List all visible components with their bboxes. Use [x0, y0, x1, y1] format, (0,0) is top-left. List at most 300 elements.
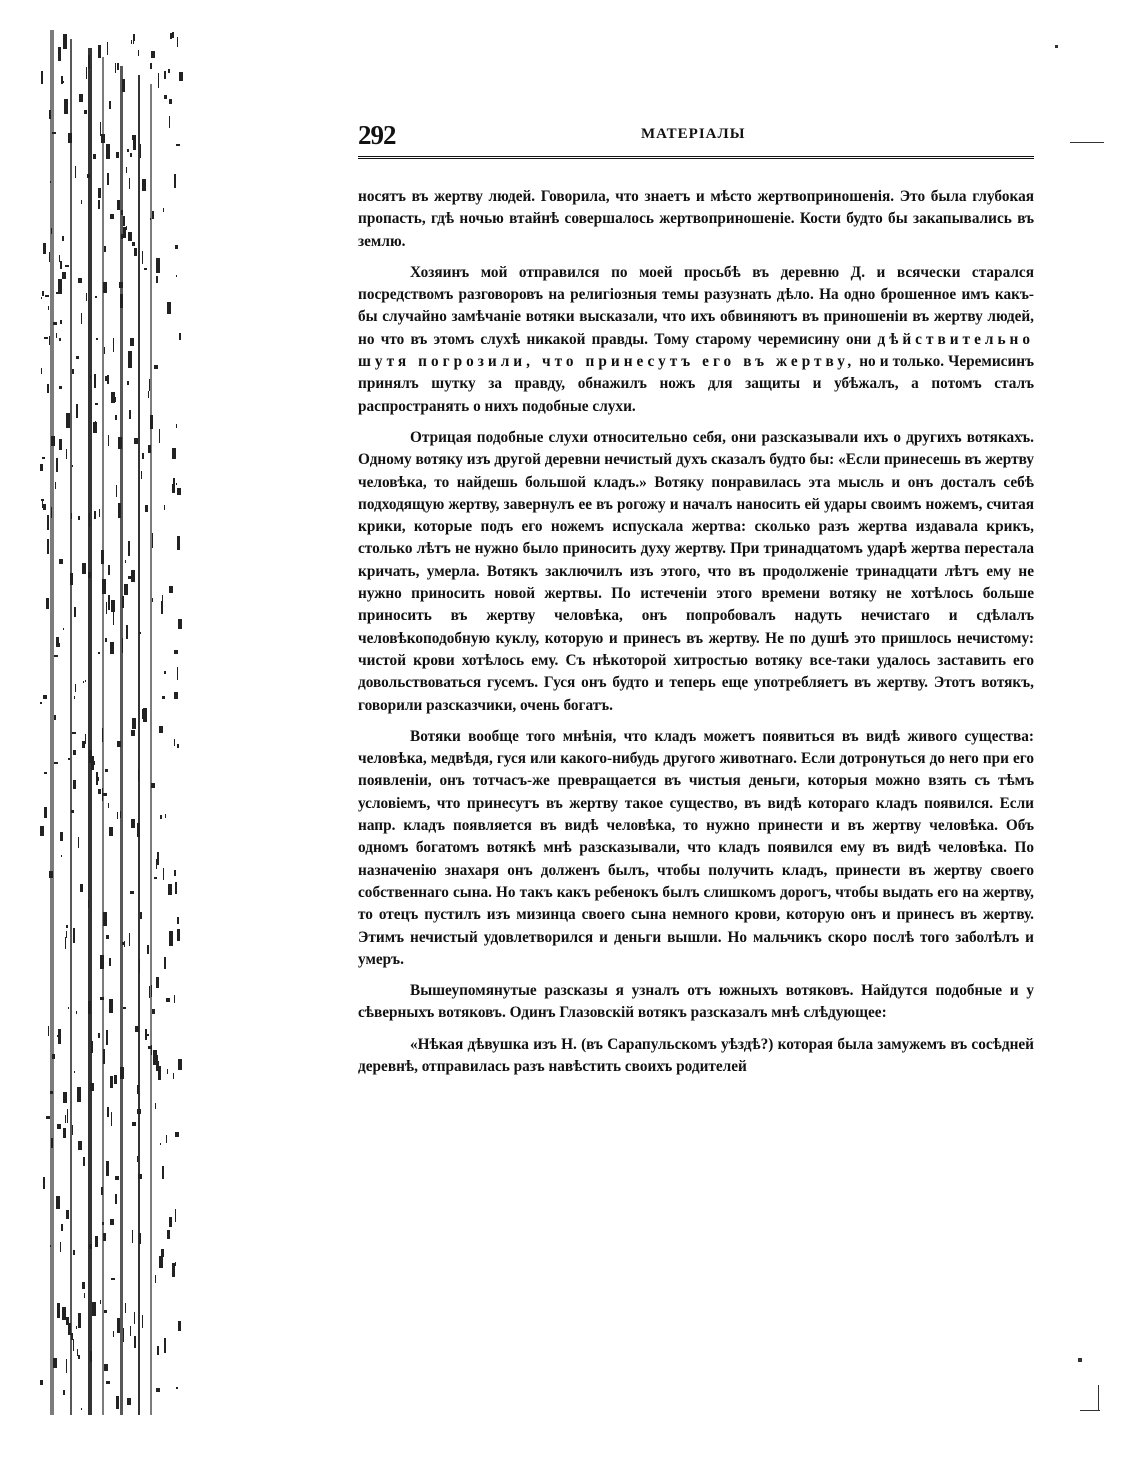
- spine-speck: [51, 228, 52, 234]
- spine-speck: [139, 632, 141, 634]
- spine-speck: [118, 503, 121, 518]
- spine-speck: [130, 153, 132, 157]
- spine-speck: [61, 1224, 63, 1231]
- spine-speck: [156, 977, 159, 988]
- spine-speck: [71, 1333, 73, 1340]
- spine-speck: [104, 347, 105, 354]
- spine-speck: [148, 391, 149, 398]
- spine-speck: [105, 769, 108, 772]
- spine-speck: [144, 268, 147, 270]
- spine-speck: [102, 728, 103, 742]
- spine-speck: [52, 132, 56, 134]
- spine-speck: [95, 1236, 98, 1247]
- spine-speck: [102, 579, 106, 594]
- spine-speck: [164, 71, 166, 79]
- spine-speck: [122, 79, 125, 92]
- spine-speck: [109, 958, 111, 966]
- spine-speck: [132, 724, 135, 729]
- spine-speck: [157, 1346, 159, 1355]
- spine-speck: [175, 882, 177, 894]
- spine-speck: [159, 429, 160, 443]
- spine-speck: [151, 1045, 152, 1055]
- spine-speck: [141, 471, 142, 479]
- spine-speck: [130, 891, 134, 894]
- spine-speck: [47, 515, 49, 530]
- spine-speck: [89, 513, 90, 527]
- spine-speck: [106, 1030, 108, 1045]
- spine-speck: [86, 293, 87, 301]
- spine-speck: [122, 596, 124, 608]
- spine-speck: [82, 1282, 85, 1289]
- spine-speck: [110, 214, 114, 219]
- spine-speck: [139, 959, 140, 973]
- spine-speck: [177, 917, 179, 924]
- spine-speck: [108, 565, 110, 575]
- spine-speck: [168, 884, 172, 895]
- running-title: МАТЕРIАЛЫ: [641, 126, 746, 142]
- spine-speck: [100, 997, 104, 1000]
- spine-speck: [89, 1244, 92, 1249]
- spine-speck: [162, 1166, 164, 1179]
- page-header: [358, 116, 1034, 159]
- spine-speck: [62, 1307, 66, 1320]
- spine-speck: [131, 40, 132, 44]
- spine-speck: [59, 338, 61, 341]
- spine-speck: [66, 449, 67, 459]
- spine-speck: [83, 681, 84, 683]
- spine-speck: [155, 1103, 156, 1109]
- spine-speck: [115, 1194, 117, 1204]
- spine-speck: [42, 457, 45, 459]
- spine-speck: [175, 1209, 176, 1222]
- spine-speck: [66, 1359, 67, 1373]
- spine-speck: [101, 134, 105, 143]
- spine-speck: [100, 955, 104, 969]
- spine-speck: [63, 1128, 66, 1138]
- spine-speck: [174, 995, 175, 1003]
- spine-speck: [178, 619, 182, 629]
- spine-speck: [68, 758, 70, 760]
- spine-speck: [135, 1026, 139, 1032]
- spine-speck: [130, 338, 134, 346]
- spine-speck: [63, 81, 64, 83]
- spine-speck: [76, 404, 78, 418]
- spine-speck: [76, 356, 79, 359]
- spine-speck: [53, 322, 57, 325]
- spine-speck: [157, 852, 159, 865]
- spine-speck: [105, 376, 109, 381]
- spine-speck: [166, 998, 170, 1002]
- spine-speck: [143, 708, 147, 722]
- paragraph-3: Отрицая подобные слухи относительно себя, они разсказывали ихъ о другихъ вотякахъ. Одному вотяку изъ другой деревни нечистый духъ сказалъ будто бы: «Если принесешь въ жертву человѣка, то найдешь большой кладъ.» Вотяку понравилась эта мысль и онъ досталъ себѣ подходящую жертву, завернулъ ее въ рогожу и началъ наносить ей удары своимъ ножемъ, считая крики, которые подъ его ножемъ испускала жертва: сколько разъ жертва издавала крикъ, столько лѣтъ не нужно было приносить духу жертву. При тринадцатомъ ударѣ жертва перестала кричать, умерла. Вотякъ заключилъ изъ этого, что въ продолженіе тринадцати лѣтъ ему не нужно приносить новой жертвы. По истеченіи этого времени вотяку не хотѣлось больше приносить въ жертву человѣка, онъ попробовалъ надуть нечистаго и сдѣлалъ человѣкоподобную куклу, которую и принесъ въ жертву. Не по душѣ это пришлось нечистому: чистой крови хотѣлось ему. Съ нѣкоторой хитростью вотяку все-таки удалось заставить его довольствоваться гусемъ. Гуся онъ будто и теперь еще употребляетъ въ жертву. Этотъ вотякъ, говорили разсказчики, очень богатъ.: [358, 428, 1034, 714]
- spine-speck: [132, 242, 135, 246]
- spine-speck: [114, 1075, 117, 1084]
- spine-speck: [85, 680, 86, 682]
- spine-speck: [91, 1041, 93, 1053]
- spine-speck: [92, 1302, 96, 1316]
- spine-speck: [118, 437, 122, 449]
- spine-speck: [110, 1082, 112, 1088]
- spine-speck: [160, 1143, 161, 1145]
- spine-speck: [43, 695, 47, 699]
- spine-speck: [75, 684, 76, 692]
- spine-speck: [106, 602, 107, 614]
- paragraph-2-part-1: Хозяинъ мой отправился по моей просьбѣ въ деревню Д. и всячески старался посредствомъ разговоровъ на религіозныя темы разузнать дѣло. На одно брошенное имъ какъ-бы случайно замѣчаніе вотяки высказали, что ихъ обвиняютъ въ приношеніи въ жертву людей, но что въ этомъ слухѣ никакой правды. Тому старому черемисину они: [358, 263, 1034, 348]
- spine-speck: [88, 572, 91, 578]
- spine-speck: [177, 37, 178, 47]
- spine-speck: [98, 777, 99, 781]
- spine-speck: [150, 63, 152, 69]
- spine-speck: [58, 1029, 61, 1044]
- spine-speck: [76, 1011, 77, 1014]
- spine-speck: [75, 166, 76, 178]
- spine-speck: [162, 696, 165, 699]
- spine-speck: [56, 458, 58, 472]
- spine-speck: [142, 1315, 143, 1328]
- spine-speck: [98, 200, 100, 209]
- spine-speck: [126, 167, 127, 173]
- spine-speck: [81, 200, 82, 204]
- spine-speck: [63, 628, 64, 630]
- spine-speck: [63, 1092, 67, 1103]
- spine-speck: [67, 1109, 68, 1123]
- spine-speck: [176, 483, 177, 485]
- spine-speck: [164, 957, 166, 969]
- spine-speck: [161, 1249, 164, 1257]
- spine-speck: [56, 1196, 60, 1209]
- spine-speck: [66, 925, 68, 928]
- spine-speck: [175, 1262, 176, 1266]
- spine-speck: [117, 63, 119, 70]
- spine-speck: [59, 559, 63, 564]
- spine-speck: [134, 248, 137, 256]
- spine-speck: [98, 45, 101, 58]
- spine-speck: [62, 236, 64, 241]
- scan-mark: [1080, 1410, 1100, 1411]
- spine-speck: [58, 279, 62, 294]
- spine-speck: [166, 1135, 167, 1143]
- spine-speck: [74, 607, 76, 617]
- spine-speck: [154, 877, 157, 879]
- spine-speck: [78, 278, 82, 283]
- spine-speck: [43, 243, 46, 254]
- spine-speck: [73, 928, 75, 943]
- spine-speck: [127, 381, 129, 385]
- spine-speck: [134, 438, 138, 444]
- spine-speck: [152, 211, 154, 219]
- spine-speck: [116, 485, 117, 497]
- scan-mark: [1078, 1358, 1082, 1362]
- spine-speck: [96, 772, 98, 785]
- spine-speck: [59, 439, 62, 450]
- spine-speck: [104, 1310, 107, 1313]
- spine-speck: [173, 1073, 174, 1079]
- spine-speck: [148, 445, 151, 453]
- spine-speck: [164, 1338, 166, 1353]
- spine-speck: [44, 807, 47, 818]
- spine-speck: [50, 1245, 51, 1247]
- spine-speck: [140, 144, 141, 158]
- spine-speck: [145, 1029, 147, 1040]
- spine-speck: [155, 1275, 156, 1283]
- spine-speck: [90, 375, 91, 379]
- spine-speck: [113, 1331, 114, 1337]
- spine-speck: [78, 516, 80, 520]
- spine-speck: [81, 1408, 82, 1410]
- spine-speck: [58, 47, 61, 61]
- spine-speck: [151, 985, 152, 997]
- spine-speck: [147, 1034, 149, 1036]
- spine-speck: [153, 1050, 157, 1065]
- spine-speck: [103, 912, 107, 926]
- spine-speck: [44, 772, 47, 774]
- page-number: 292: [358, 120, 396, 150]
- spine-speck: [68, 133, 72, 143]
- spine-speck: [46, 1116, 50, 1119]
- spine-speck: [78, 1313, 81, 1328]
- spine-speck: [84, 110, 87, 114]
- spine-speck: [59, 386, 62, 389]
- spine-speck: [108, 435, 109, 446]
- spine-speck: [108, 595, 110, 610]
- spine-speck: [60, 320, 62, 324]
- spine-speck: [129, 178, 130, 189]
- spine-speck: [59, 255, 60, 262]
- spine-speck: [177, 929, 180, 941]
- spine-speck: [172, 484, 175, 493]
- spine-speck: [128, 351, 132, 357]
- spine-speck: [103, 1049, 105, 1064]
- spine-speck: [96, 338, 98, 340]
- spine-speck: [72, 732, 76, 734]
- spine-speck: [54, 715, 56, 720]
- spine-speck: [40, 1380, 43, 1385]
- spine-speck: [140, 912, 142, 919]
- spine-speck: [101, 550, 104, 564]
- spine-speck: [52, 1054, 55, 1059]
- spine-speck: [73, 1250, 75, 1255]
- spine-speck: [100, 1300, 101, 1304]
- spine-speck: [142, 453, 144, 459]
- spine-speck: [49, 336, 50, 345]
- spine-speck: [172, 1263, 175, 1277]
- spine-speck: [47, 539, 49, 554]
- spine-speck: [149, 379, 150, 391]
- spine-speck: [138, 769, 139, 781]
- spine-speck: [176, 275, 177, 277]
- spine-speck: [74, 696, 75, 699]
- spine-speck: [174, 692, 178, 699]
- spine-speck: [41, 368, 42, 374]
- spine-speck: [110, 642, 114, 654]
- spine-speck: [77, 1087, 81, 1102]
- spine-speck: [176, 1387, 178, 1389]
- spine-speck: [108, 803, 109, 808]
- spine-speck: [151, 51, 155, 58]
- spine-speck: [127, 149, 129, 152]
- spine-speck: [88, 900, 89, 908]
- spine-speck: [154, 365, 158, 369]
- spine-speck: [126, 625, 128, 639]
- spine-speck: [105, 638, 107, 642]
- spine-speck: [149, 986, 150, 998]
- spine-speck: [51, 436, 55, 446]
- spine-speck: [174, 739, 175, 746]
- spine-speck: [48, 1026, 49, 1036]
- spine-speck: [175, 1132, 179, 1137]
- spine-speck: [43, 504, 46, 510]
- spine-speck: [117, 1318, 120, 1333]
- spine-speck: [123, 1328, 124, 1342]
- spine-speck: [120, 811, 121, 818]
- spine-speck: [66, 413, 70, 428]
- spine-speck: [125, 560, 126, 563]
- spine-speck: [66, 1317, 69, 1325]
- spine-speck: [109, 827, 113, 836]
- spine-speck: [81, 313, 82, 324]
- paragraph-2-part-2: но и только. Черемисинъ принялъ шутку за правду, обнажилъ ножъ для защиты и убѣжалъ, а потомъ сталъ распространять о нихъ подобные слухи.: [358, 353, 1034, 415]
- paragraph-4: Вотяки вообще того мнѣнія, что кладъ можетъ появиться въ видѣ живого существа: человѣка, медвѣдя, гуся или какого-нибудь другого животнаго. Если дотронуться до него при его появленіи, онъ тотчасъ-же превращается въ чистыя деньги, которыя можно взять съ тѣмъ условіемъ, что принесутъ въ жертву такое существо, въ видѣ котораго кладъ появился. Если напр. кладъ появляется въ видѣ человѣка, то нужно принести и въ жертву человѣка. Объ одномъ богатомъ вотякѣ мнѣ разсказывали, что кладъ появился ему въ видѣ человѣка. По назначенію знахаря онъ долженъ былъ, чтобы получить кладъ, принести въ жертву своего собственнаго сына. Но такъ какъ ребенокъ былъ слишкомъ дорогъ, чтобы выдать его на жертву, то отецъ пустилъ изъ мизинца своего сына немного крови, которую онъ и принесъ въ жертву. Этимъ нечистый удовлетворился и деньги вышли. Но мальчикъ скоро послѣ того заболѣлъ и умеръ.: [358, 727, 1034, 968]
- spine-speck: [60, 1242, 61, 1252]
- spine-speck: [129, 933, 130, 946]
- spine-speck: [150, 415, 153, 429]
- spine-speck: [72, 369, 74, 374]
- spine-speck: [65, 1115, 66, 1123]
- spine-speck: [128, 541, 130, 556]
- spine-speck: [109, 999, 113, 1013]
- spine-line: [138, 75, 140, 1415]
- spine-speck: [98, 188, 101, 198]
- spine-speck: [128, 576, 132, 579]
- spine-speck: [93, 154, 96, 159]
- spine-speck: [73, 1339, 74, 1351]
- spine-speck: [156, 1388, 160, 1392]
- spine-speck: [111, 1112, 112, 1126]
- spine-speck: [117, 741, 121, 747]
- spine-speck: [73, 780, 76, 789]
- spine-speck: [90, 1083, 94, 1091]
- paragraph-5: Вышеупомянутые разсказы я узналъ отъ южныхъ вотяковъ. Найдутся подобные и у сѣверныхъ вотяковъ. Одинъ Глазовскій вотякъ разсказалъ мнѣ слѣдующее:: [358, 982, 1034, 1022]
- spine-speck: [169, 1217, 172, 1227]
- spine-speck: [66, 931, 67, 938]
- spine-speck: [61, 855, 62, 857]
- spine-speck: [113, 338, 114, 352]
- spine-speck: [51, 1138, 53, 1148]
- spine-speck: [99, 509, 100, 517]
- spine-speck: [50, 181, 51, 183]
- scan-mark: [1070, 142, 1104, 143]
- spine-speck: [159, 726, 163, 733]
- spine-speck: [125, 1303, 126, 1313]
- spine-speck: [56, 637, 59, 644]
- spine-speck: [76, 1326, 77, 1329]
- spine-speck: [62, 272, 66, 279]
- spine-speck: [116, 1396, 119, 1409]
- spine-speck: [49, 110, 51, 119]
- spine-speck: [123, 1007, 126, 1009]
- spine-speck: [54, 655, 58, 657]
- spine-speck: [132, 1236, 133, 1240]
- spine-speck: [128, 357, 132, 368]
- spine-speck: [127, 1398, 131, 1405]
- spine-speck: [45, 295, 49, 297]
- spine-speck: [86, 67, 87, 79]
- spine-speck: [98, 652, 100, 654]
- spine-speck: [177, 744, 179, 748]
- spine-speck: [172, 32, 174, 38]
- spine-speck: [167, 302, 171, 314]
- spine-speck: [121, 210, 123, 215]
- spine-speck: [88, 55, 90, 69]
- spine-speck: [106, 144, 110, 159]
- paragraph-1: носятъ въ жертву людей. Говорила, что знаетъ и мѣсто жертвоприношенія. Это была глубокая пропасть, гдѣ ночью втайнѣ совершалось жертвоприношеніе. Кости будто бы закапывались въ землю.: [358, 188, 1034, 250]
- spine-speck: [103, 282, 107, 293]
- spine-speck: [70, 573, 73, 585]
- spine-speck: [40, 702, 42, 704]
- spine-speck: [165, 814, 166, 818]
- spine-speck: [82, 741, 85, 748]
- spine-speck: [41, 297, 42, 299]
- spine-speck: [41, 71, 43, 84]
- spine-speck: [169, 931, 173, 946]
- spine-speck: [137, 1109, 141, 1114]
- spine-speck: [162, 595, 163, 607]
- spine-speck: [101, 1187, 103, 1195]
- spine-speck: [56, 333, 57, 338]
- spine-speck: [164, 671, 166, 674]
- spine-speck: [169, 116, 170, 128]
- spine-speck: [94, 511, 96, 519]
- spine-speck: [50, 1091, 53, 1094]
- spine-speck: [73, 750, 76, 755]
- spine-speck: [145, 505, 148, 512]
- paragraph-2: [358, 262, 1034, 418]
- spine-speck: [104, 1364, 108, 1371]
- spine-speck: [178, 1059, 182, 1070]
- spine-speck: [40, 826, 44, 836]
- spine-line: [150, 84, 152, 1415]
- spine-speck: [116, 152, 119, 158]
- spine-speck: [152, 533, 153, 548]
- spine-speck: [83, 1157, 85, 1166]
- spine-speck: [156, 276, 158, 283]
- book-spine-shadow: [40, 30, 185, 1415]
- spine-speck: [115, 415, 117, 420]
- spine-speck: [106, 1381, 110, 1384]
- spine-speck: [48, 306, 49, 310]
- spine-speck: [120, 294, 123, 308]
- spine-speck: [138, 50, 139, 56]
- spine-speck: [132, 1122, 136, 1126]
- spine-speck: [179, 333, 181, 340]
- spine-speck: [49, 252, 50, 262]
- spine-speck: [142, 179, 146, 191]
- spine-speck: [113, 611, 114, 625]
- spine-speck: [151, 783, 155, 788]
- spine-speck: [102, 1222, 104, 1225]
- spine-speck: [163, 868, 164, 880]
- spine-speck: [71, 513, 72, 519]
- spine-speck: [176, 144, 180, 146]
- spine-speck: [158, 73, 159, 88]
- spine-speck: [120, 1067, 124, 1079]
- spine-speck: [102, 788, 103, 801]
- spine-speck: [63, 34, 67, 49]
- spine-speck: [177, 536, 180, 550]
- spine-speck: [130, 1326, 131, 1336]
- spine-speck: [94, 374, 96, 388]
- spine-speck: [65, 937, 66, 949]
